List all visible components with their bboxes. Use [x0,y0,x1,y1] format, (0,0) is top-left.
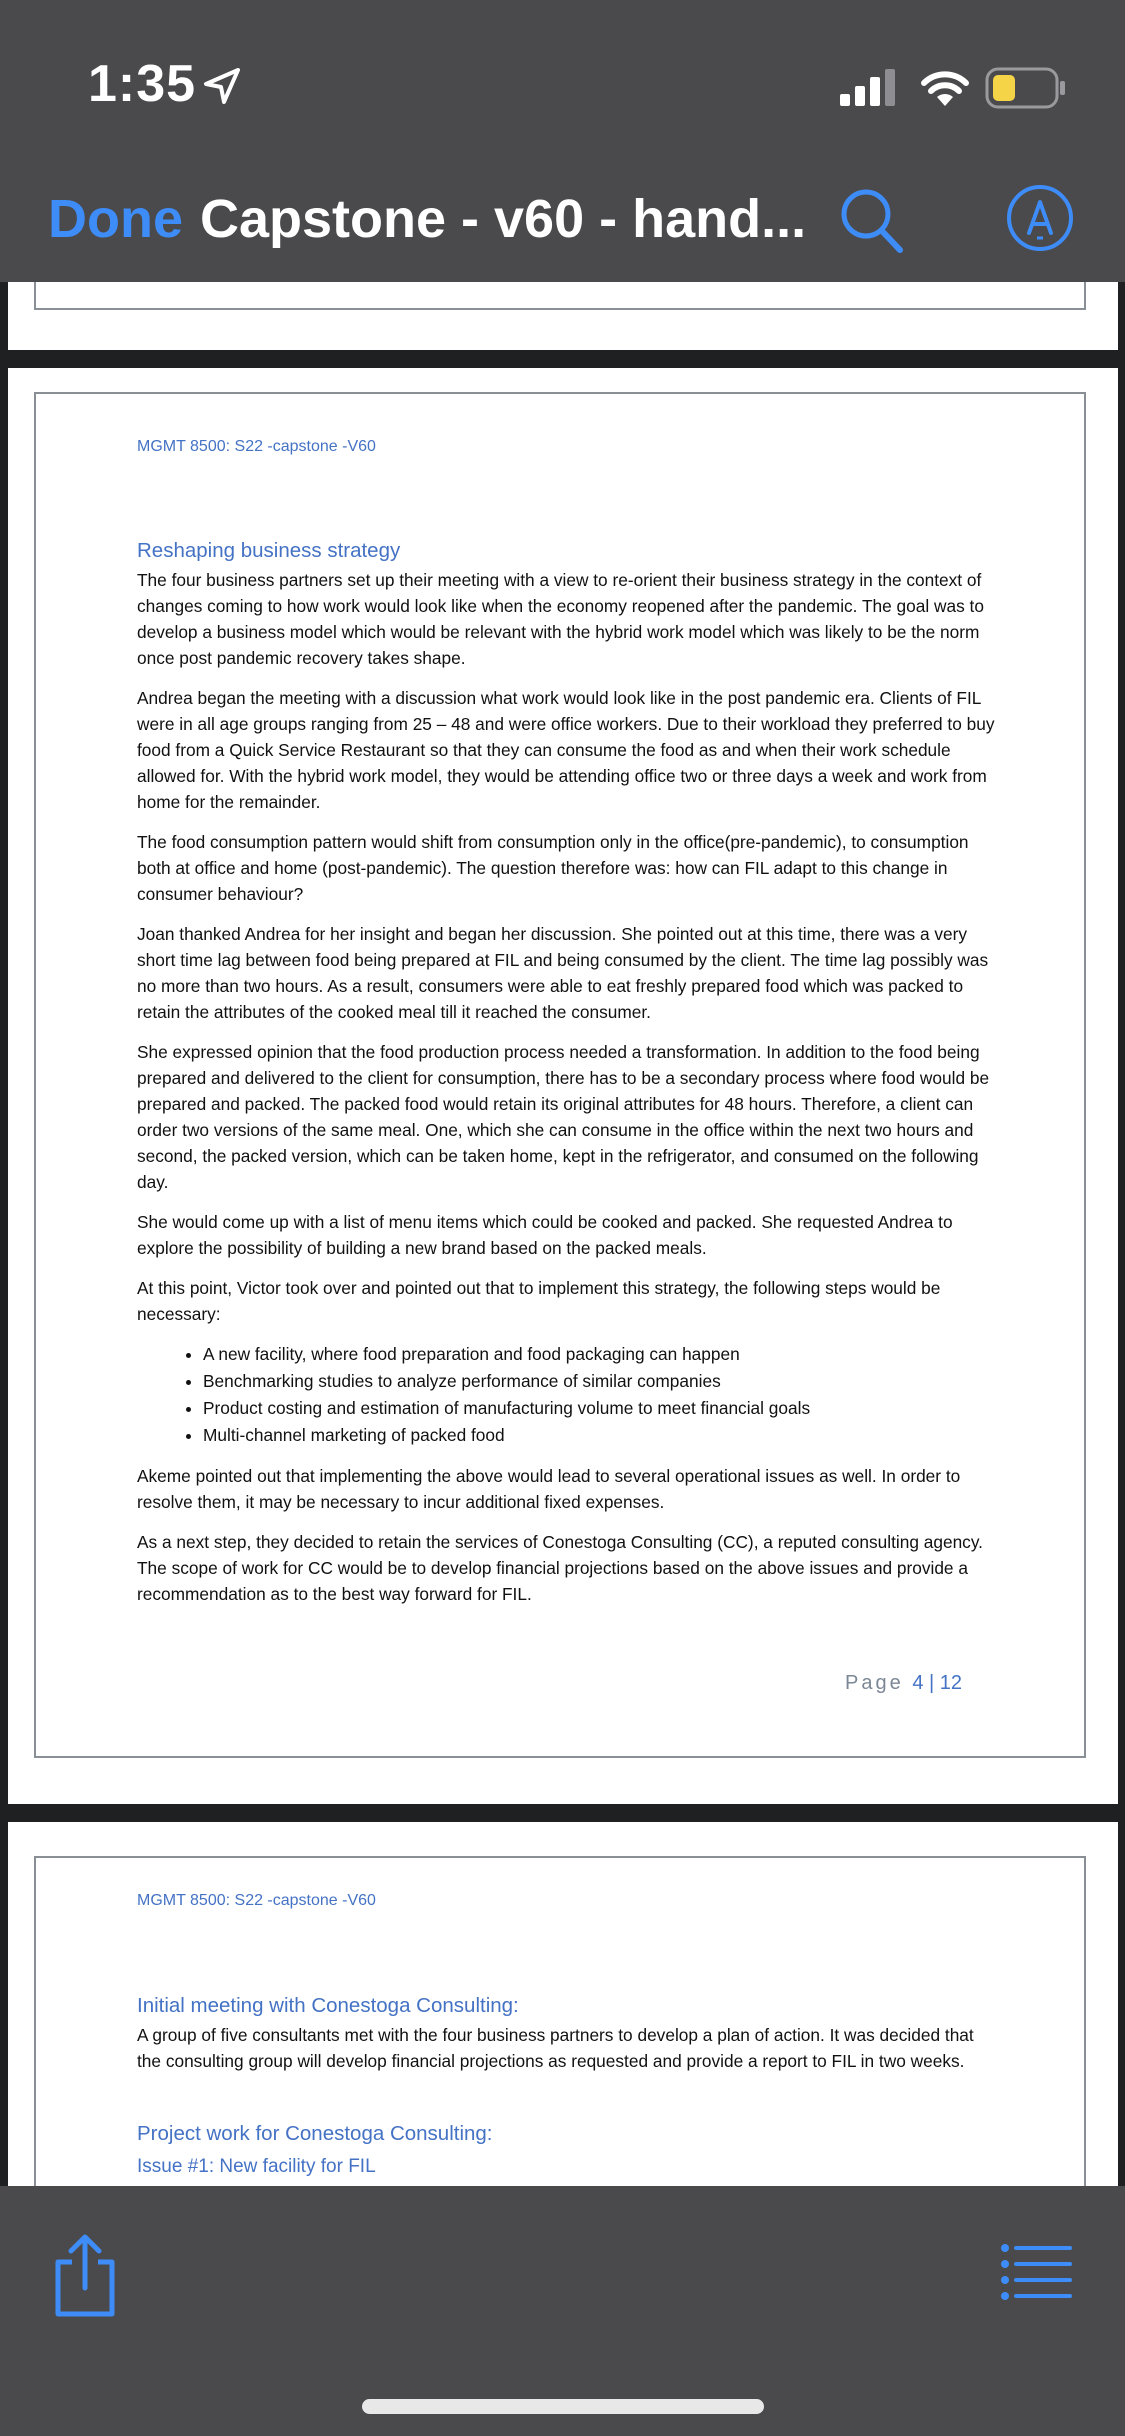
page-5 [8,1822,1118,2186]
paragraph: At this point, Victor took over and pointed out that to implement this strategy, the following steps would be necessary: [137,1278,941,1324]
page-border [34,282,1086,310]
bottom-toolbar [0,2186,1125,2436]
home-indicator[interactable] [362,2399,764,2414]
page-4-body [137,567,995,1621]
markup-icon[interactable] [1004,182,1076,259]
list-item: • A new facility, where food preparation and food packaging can happen [203,1341,995,1368]
page-3-bottom [8,282,1118,350]
document-title: Capstone - v60 - hand... [200,189,807,249]
bullet-list [137,1341,995,1449]
list-item: • Multi-channel marketing of packed food [203,1422,995,1449]
page-header: MGMT 8500: S22 -capstone -V60 [137,438,376,455]
search-icon[interactable] [836,180,906,265]
paragraph: Akeme pointed out that implementing the above would lead to several operational issues as well. In order to resolve them, it may be necessary to incur additional fixed expenses. [137,1466,961,1512]
page-header: MGMT 8500: S22 -capstone -V60 [137,1892,376,1909]
done-button[interactable]: Done [48,189,183,249]
document-viewport[interactable] [0,282,1125,2186]
page-number-value: 4 | 12 [912,1672,962,1694]
subheading: Issue #1: New facility for FIL [137,2156,376,2177]
paragraph: Joan thanked Andrea for her insight and began her discussion. She pointed out at this time, there was a very short time lag between food being prepared at FIL and being consumed by the client. The time lag possibly was no more than two hours. As a result, consumers were able to eat freshly prepared food which was packed to retain the attributes of the cooked meal till it reached the consumer. [137,924,989,1022]
paragraph: As a next step, they decided to retain the services of Conestoga Consulting (CC), a reputed consulting agency. The scope of work for CC would be to develop financial projections based on the above issues and provide a recommendation as to the best way forward for FIL. [137,1532,983,1604]
status-bar [0,0,1125,170]
section-heading: Project work for Conestoga Consulting: [137,2122,493,2145]
list-item: • Benchmarking studies to analyze performance of similar companies [203,1368,995,1395]
paragraph: Andrea began the meeting with a discussion what work would look like in the post pandemic era. Clients of FIL were in all age groups ranging from 25 – 48 and were office workers. Due to their workload they preferred to buy food from a Quick Service Restaurant so that they can consume the food as and when their work schedule allowed for. With the hybrid work model, they would be attending office two or three days a week and work from home for the remainder. [137,688,995,812]
battery-icon [985,66,1067,115]
page-label: Page [845,1672,904,1694]
wifi-icon [920,68,970,113]
page-4 [8,368,1118,1804]
section-heading: Initial meeting with Conestoga Consulting: [137,1994,519,2017]
outline-list-icon[interactable] [1000,2242,1072,2307]
paragraph: She would come up with a list of menu items which could be cooked and packed. She requested Andrea to explore the possibility of building a new brand based on the packed meals. [137,1212,953,1258]
navigation-bar [0,170,1125,282]
list-item: • Product costing and estimation of manufacturing volume to meet financial goals [203,1395,995,1422]
cellular-signal-icon [838,68,900,113]
paragraph: A group of five consultants met with the four business partners to develop a plan of action. It was decided that the consulting group will develop financial projections as requested and provide a report to FIL in two weeks. [137,2025,974,2071]
page-number [845,1672,962,1695]
paragraph: She expressed opinion that the food production process needed a transformation. In addition to the food being prepared and delivered to the client for consumption, there has to be a secondary process where food would be prepared and packed. The packed food would retain its original attributes for 48 hours. Therefore, a client can order two versions of the same meal. One, which she can consume in the office within the next two hours and second, the packed version, which can be taken home, kept in the refrigerator, and consumed on the following day. [137,1042,990,1192]
share-icon[interactable] [50,2232,120,2327]
section-heading: Reshaping business strategy [137,539,401,562]
paragraph: The four business partners set up their meeting with a view to re-orient their business strategy in the context of changes coming to how work would look like when the economy reopened after the pandemic. The goal was to develop a business model which would be relevant with the hybrid work model which was likely to be the norm once post pandemic recovery takes shape. [137,570,984,668]
status-time: 1:35 [88,55,197,113]
paragraph: The food consumption pattern would shift from consumption only in the office(pre-pandemic), to consumption both at office and home (post-pandemic). The question therefore was: how can FIL adapt to this change in consumer behaviour? [137,832,969,904]
location-arrow-icon [202,66,242,111]
